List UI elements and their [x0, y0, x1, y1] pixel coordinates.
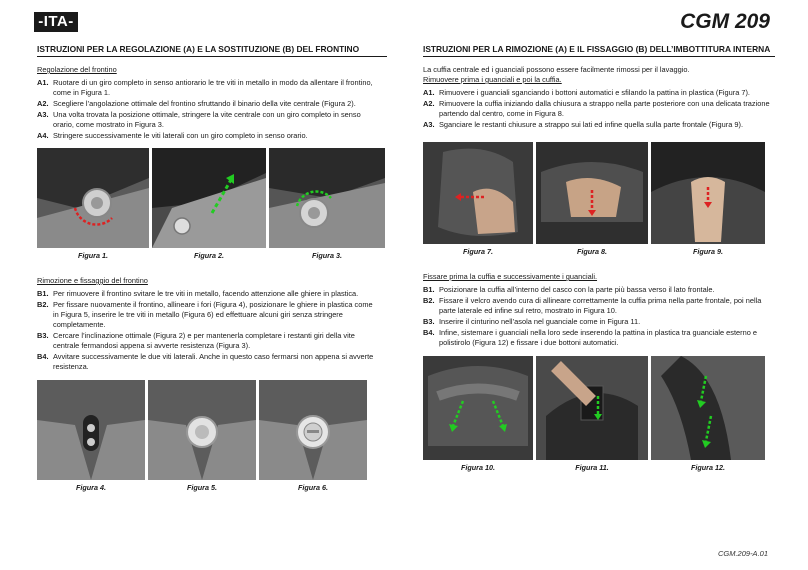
visor-removal-subhead: Rimozione e fissaggio del frontino: [37, 276, 148, 285]
figure-9: [651, 142, 765, 256]
figure-3-caption: Figura 3.: [312, 251, 342, 260]
figure-1: [37, 148, 149, 260]
figure-1-image: [37, 148, 149, 248]
padding-removal-subhead: Rimuovere prima i guanciali e poi la cuffia.: [423, 75, 562, 84]
visor-adjustment-steps: [37, 78, 387, 141]
step-b4: B4. Avvitare successivamente le due viti laterali. Anche in questo caso fermarsi non appena si avverte resistenza.: [37, 352, 374, 371]
figure-7-caption: Figura 7.: [463, 247, 493, 256]
figure-12: [651, 356, 765, 472]
figure-2-image: [152, 148, 266, 248]
figure-7: [423, 142, 533, 256]
step-a3: A3. Una volta trovata la posizione ottimale, stringere la vite centrale con un giro completo in senso orario, come mostrato in Figura 3.: [37, 110, 361, 129]
figure-11: [536, 356, 648, 472]
figure-2: [152, 148, 266, 260]
step-a2-padding: A2. Rimuovere la cuffia iniziando dalla chiusura a strappo nella parte posteriore con una delicata trazione partendo dal centro, come in Figura 8.: [423, 99, 770, 118]
figure-5: [148, 380, 256, 492]
step-b2-padding: B2. Fissare il velcro avendo cura di allineare correttamente la cuffia prima nella parte frontale, poi nella parte laterale ed infine sul retro, mostrato in Figura 10.: [423, 296, 762, 315]
figure-9-image: [651, 142, 765, 244]
visor-adjustment-subhead: Regolazione del frontino: [37, 65, 117, 74]
padding-instructions: [423, 44, 775, 472]
padding-section-title: ISTRUZIONI PER LA RIMOZIONE (A) E IL FISSAGGIO (B) DELL’IMBOTTITURA INTERNA: [423, 44, 775, 57]
figure-2-caption: Figura 2.: [194, 251, 224, 260]
figure-5-image: [148, 380, 256, 480]
figure-8: [536, 142, 648, 256]
figure-12-image: [651, 356, 765, 460]
figure-6: [259, 380, 367, 492]
padding-refit-figures: [423, 356, 775, 472]
model-title: CGM 209: [680, 10, 770, 33]
step-b4-padding: B4. Infine, sistemare i guanciali nella loro sede inserendo la pattina in plastica tra guanciale esterno e polistirolo (Figura 12) e fissare i due bottoni automatici.: [423, 328, 757, 347]
figure-6-image: [259, 380, 367, 480]
figure-10-image: [423, 356, 533, 460]
step-b1-padding: B1. Posizionare la cuffia all’interno del casco con la parte più bassa verso il lato frontale.: [423, 285, 715, 294]
figure-10: [423, 356, 533, 472]
figure-4-image: [37, 380, 145, 480]
visor-removal-steps: [37, 289, 387, 372]
padding-removal-steps: [423, 88, 775, 130]
visor-instructions: [37, 44, 387, 492]
step-a4: A4. Stringere successivamente le viti laterali con un giro completo in senso orario.: [37, 131, 308, 140]
step-a3-padding: A3. Sganciare le restanti chiusure a strappo sui lati ed infine quella sulla parte frontale (Figura 9).: [423, 120, 744, 129]
figure-10-caption: Figura 10.: [461, 463, 495, 472]
step-a1-padding: A1. Rimuovere i guanciali sganciando i bottoni automatici e sfilando la pattina in plastica (Figura 7).: [423, 88, 750, 97]
document-code: CGM.209-A.01: [717, 549, 768, 558]
step-a2: A2. Scegliere l’angolazione ottimale del frontino sfruttando il binario della vite centrale (Figura 2).: [37, 99, 356, 108]
figure-12-caption: Figura 12.: [691, 463, 725, 472]
figure-11-image: [536, 356, 648, 460]
step-b3-padding: B3. Inserire il cinturino nell’asola nel guanciale come in Figura 11.: [423, 317, 641, 326]
figure-3: [269, 148, 385, 260]
step-b3: B3. Cercare l’inclinazione ottimale (Figura 2) e per mantenerla completare i restanti giri della vite centrale fermandosi appena si avverte resistenza (Figura 3).: [37, 331, 355, 350]
figure-8-image: [536, 142, 648, 244]
step-b2: B2. Per fissare nuovamente il frontino, allineare i fori (Figura 4), posizionare le ghiere in plastica come in Figura 5, inserire le tre viti in metallo (Figura 6) ed effettuare alcuni giri senza stringere completamente.: [37, 300, 373, 329]
figure-1-caption: Figura 1.: [78, 251, 108, 260]
padding-removal-figures: [423, 142, 775, 256]
step-a1: A1. Ruotare di un giro completo in senso antiorario le tre viti in metallo in modo da allentare il frontino, come in Figura 1.: [37, 78, 373, 97]
figure-3-image: [269, 148, 385, 248]
padding-refit-subhead: Fissare prima la cuffia e successivamente i guanciali.: [423, 272, 598, 281]
padding-intro: La cuffia centrale ed i guanciali possono essere facilmente rimossi per il lavaggio.: [423, 65, 690, 74]
figure-5-caption: Figura 5.: [187, 483, 217, 492]
figure-8-caption: Figura 8.: [577, 247, 607, 256]
visor-adjustment-figures: [37, 148, 387, 260]
language-tag: -ITA-: [34, 12, 78, 32]
figure-4: [37, 380, 145, 492]
figure-9-caption: Figura 9.: [693, 247, 723, 256]
visor-removal-figures: [37, 380, 387, 492]
figure-6-caption: Figura 6.: [298, 483, 328, 492]
figure-4-caption: Figura 4.: [76, 483, 106, 492]
padding-refit-steps: [423, 285, 775, 348]
visor-section-title: ISTRUZIONI PER LA REGOLAZIONE (A) E LA SOSTITUZIONE (B) DEL FRONTINO: [37, 44, 387, 57]
step-b1: B1. Per rimuovere il frontino svitare le tre viti in metallo, facendo attenzione alle ghiere in plastica.: [37, 289, 359, 298]
figure-11-caption: Figura 11.: [575, 463, 609, 472]
figure-7-image: [423, 142, 533, 244]
